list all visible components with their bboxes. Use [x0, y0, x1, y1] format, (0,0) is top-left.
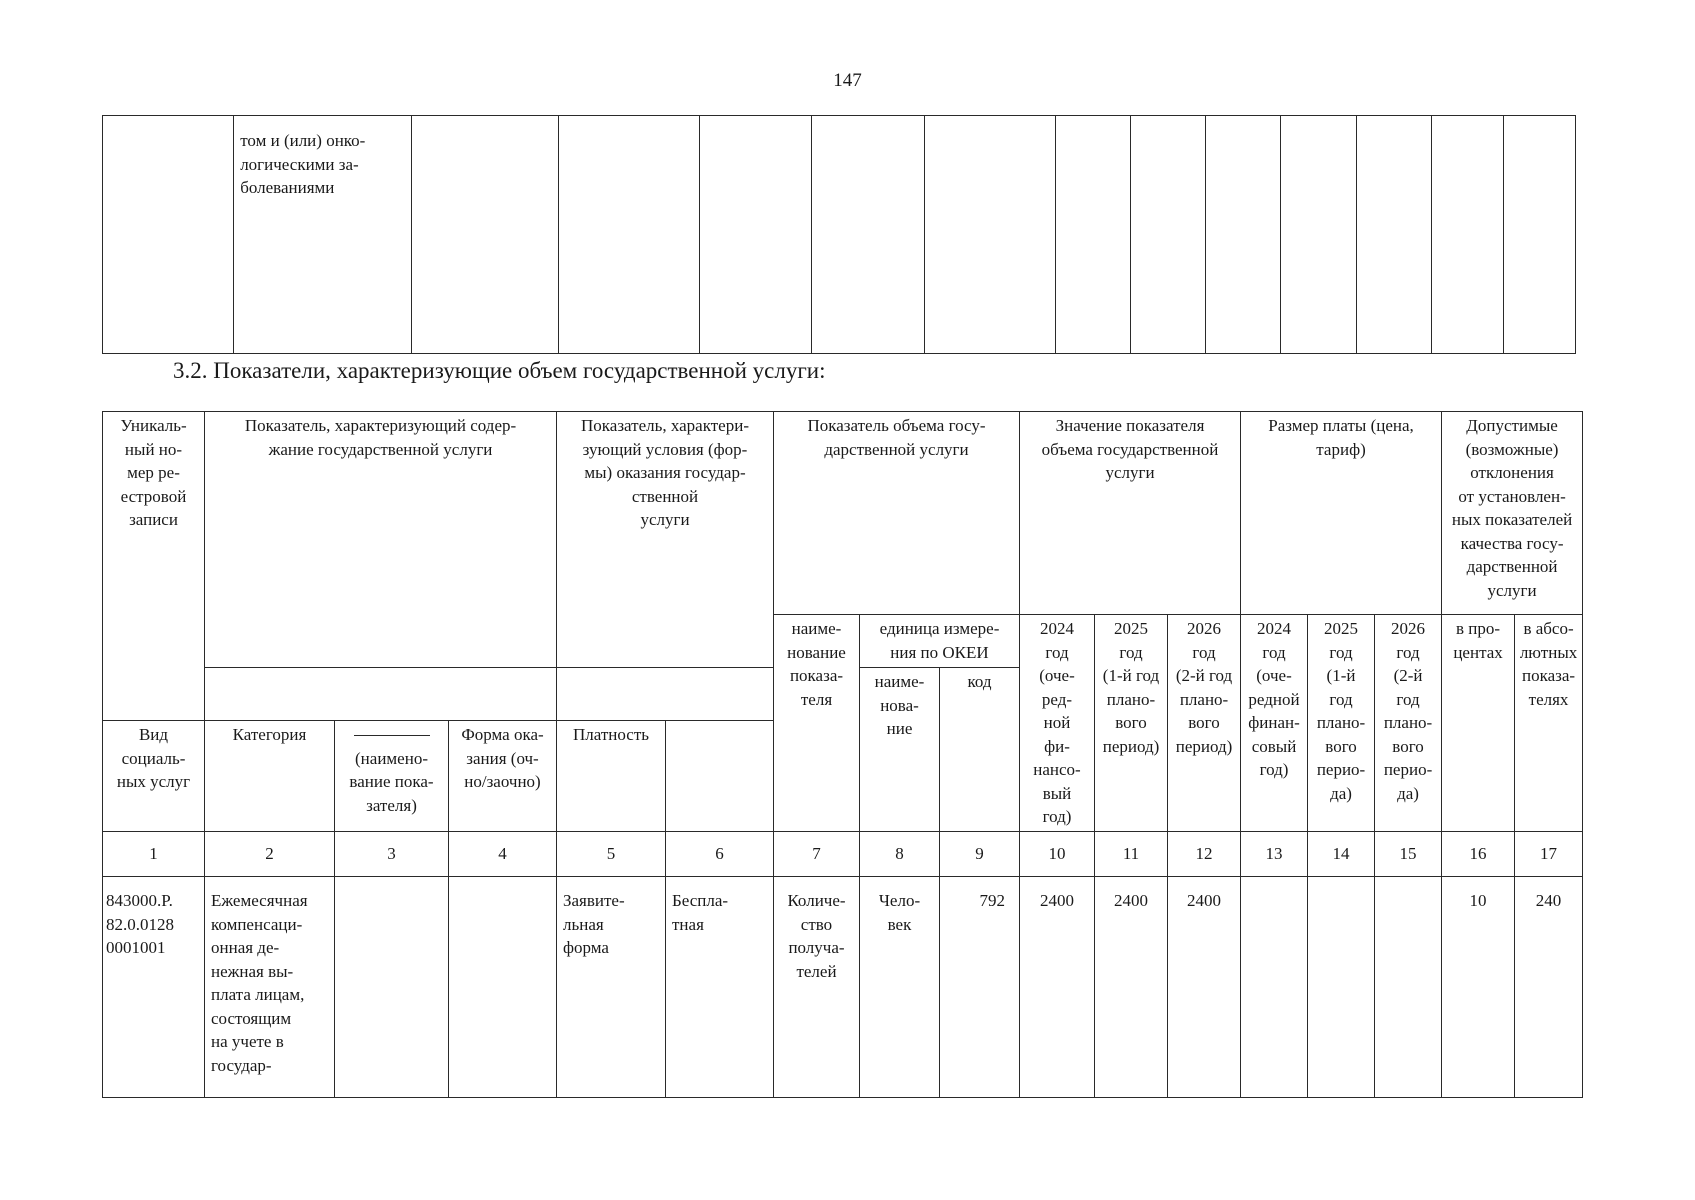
header-form-text: Форма ока- зания (оч- но/заочно) — [461, 725, 544, 791]
cell-fee-2024 — [1241, 877, 1308, 1098]
header-row — [103, 412, 1583, 615]
page-number: 147 — [833, 70, 862, 91]
column-number: 15 — [1375, 832, 1442, 877]
header-category-text: Категория — [232, 725, 307, 744]
fragment-cell — [1432, 116, 1504, 354]
header-indicator-blank-text: (наимено- вание пока- зателя) — [349, 748, 434, 815]
column-number: 4 — [449, 832, 557, 877]
cell-payment: Бесплa- тная — [666, 877, 774, 1098]
header-deviations: Допустимые (возможные) отклонения от установлен- ных показателей качества госу- дарственной услуги — [1442, 412, 1583, 615]
fragment-cell — [925, 116, 1056, 354]
cell-fee-2026 — [1375, 877, 1442, 1098]
blank-underline — [354, 735, 430, 736]
header-fee-size: Размер платы (цена, тариф) — [1241, 412, 1442, 615]
cell-unit-name: Чело- век — [860, 877, 940, 1098]
header-in-percent: в про- центах — [1442, 615, 1515, 832]
cell-value-2024: 2400 — [1020, 877, 1095, 1098]
header-payment — [557, 721, 666, 832]
column-number: 3 — [335, 832, 449, 877]
header-conditions-indicator: Показатель, характери- зующий условия (фор- мы) оказания государ- ственной услуги — [557, 412, 774, 668]
header-fee-2026: 2026 год (2-й год плано- вого перио- да) — [1375, 615, 1442, 832]
fragment-cell — [1056, 116, 1131, 354]
cell-deviation-absolute: 240 — [1515, 877, 1583, 1098]
fragment-cell — [411, 116, 559, 354]
column-number: 6 — [666, 832, 774, 877]
column-number: 7 — [774, 832, 860, 877]
header-okei-unit — [860, 615, 1020, 668]
header-form — [449, 721, 557, 832]
header-indicator-name: наиме- нование показа- теля — [774, 615, 860, 832]
column-number: 8 — [860, 832, 940, 877]
header-category — [205, 721, 335, 832]
header-social-services-type-text: Вид социаль- ных услуг — [116, 725, 191, 791]
header-fee-2025: 2025 год (1-й год плано- вого перио- да) — [1308, 615, 1375, 832]
header-social-services-type — [103, 721, 205, 832]
fragment-cell — [559, 116, 699, 354]
column-number: 1 — [103, 832, 205, 877]
header-content-spacer — [205, 668, 557, 721]
fragment-cell — [1280, 116, 1356, 354]
fragment-cell — [103, 116, 234, 354]
cell-form: Заявите- льная форма — [557, 877, 666, 1098]
fragment-text-value: том и (или) онко- логическими за- болеваниями — [240, 131, 366, 197]
cell-value-2026: 2400 — [1168, 877, 1241, 1098]
column-number: 17 — [1515, 832, 1583, 877]
cell-service-type: Ежемесячная компенсаци- онная де- нежная вы- плата лицам, состоящим на учете в государ- — [205, 877, 335, 1098]
fragment-cell — [699, 116, 812, 354]
header-in-absolute: в абсо- лютных показа- телях — [1515, 615, 1583, 832]
cell-fee-2025 — [1308, 877, 1375, 1098]
fragment-text — [234, 116, 411, 354]
table-row — [103, 877, 1583, 1098]
header-content-indicator: Показатель, характеризующий содер- жание государственной услуги — [205, 412, 557, 668]
cell-category — [335, 877, 449, 1098]
column-number: 9 — [940, 832, 1020, 877]
volume-indicators-table — [102, 411, 1583, 1098]
fragment-cell — [1205, 116, 1280, 354]
header-volume-indicator: Показатель объема госу- дарственной услуги — [774, 412, 1020, 615]
column-number: 16 — [1442, 832, 1515, 877]
header-okei-code: код — [940, 668, 1020, 832]
header-indicator-blank — [335, 721, 449, 832]
column-number: 13 — [1241, 832, 1308, 877]
cell-indicator-blank — [449, 877, 557, 1098]
header-conditions-spacer — [557, 668, 774, 721]
column-number: 2 — [205, 832, 335, 877]
column-number: 5 — [557, 832, 666, 877]
fragment-cell — [1356, 116, 1432, 354]
header-value-2026: 2026 год (2-й год плано- вого период) — [1168, 615, 1241, 832]
cell-value-2025: 2400 — [1095, 877, 1168, 1098]
cell-deviation-percent: 10 — [1442, 877, 1515, 1098]
header-value-2024: 2024 год (оче- ред- ной фи- нансо- вый год) — [1020, 615, 1095, 832]
header-okei-unit-text: единица измере- ния по ОКЕИ — [879, 619, 1000, 662]
column-number: 11 — [1095, 832, 1168, 877]
continued-table-fragment — [102, 115, 1576, 354]
header-okei-name: наиме- нова- ние — [860, 668, 940, 832]
header-volume-value: Значение показателя объема государственной услуги — [1020, 412, 1241, 615]
fragment-cell — [1504, 116, 1576, 354]
column-number: 14 — [1308, 832, 1375, 877]
column-number-row — [103, 832, 1583, 877]
cell-registry-number: 843000.Р. 82.0.0128 0001001 — [103, 877, 205, 1098]
cell-indicator-name: Количе- ство получа- телей — [774, 877, 860, 1098]
column-number: 10 — [1020, 832, 1095, 877]
column-number: 12 — [1168, 832, 1241, 877]
header-value-2025: 2025 год (1-й год плано- вого период) — [1095, 615, 1168, 832]
fragment-cell — [812, 116, 925, 354]
header-payment-text: Платность — [572, 725, 650, 744]
fragment-cell — [1131, 116, 1206, 354]
section-heading: 3.2. Показатели, характеризующие объем государственной услуги: — [173, 358, 826, 383]
header-unique-number: Уникаль- ный но- мер ре- естровой записи — [103, 412, 205, 721]
cell-unit-code: 792 — [940, 877, 1020, 1098]
header-fee-2024: 2024 год (оче- редной финан- совый год) — [1241, 615, 1308, 832]
